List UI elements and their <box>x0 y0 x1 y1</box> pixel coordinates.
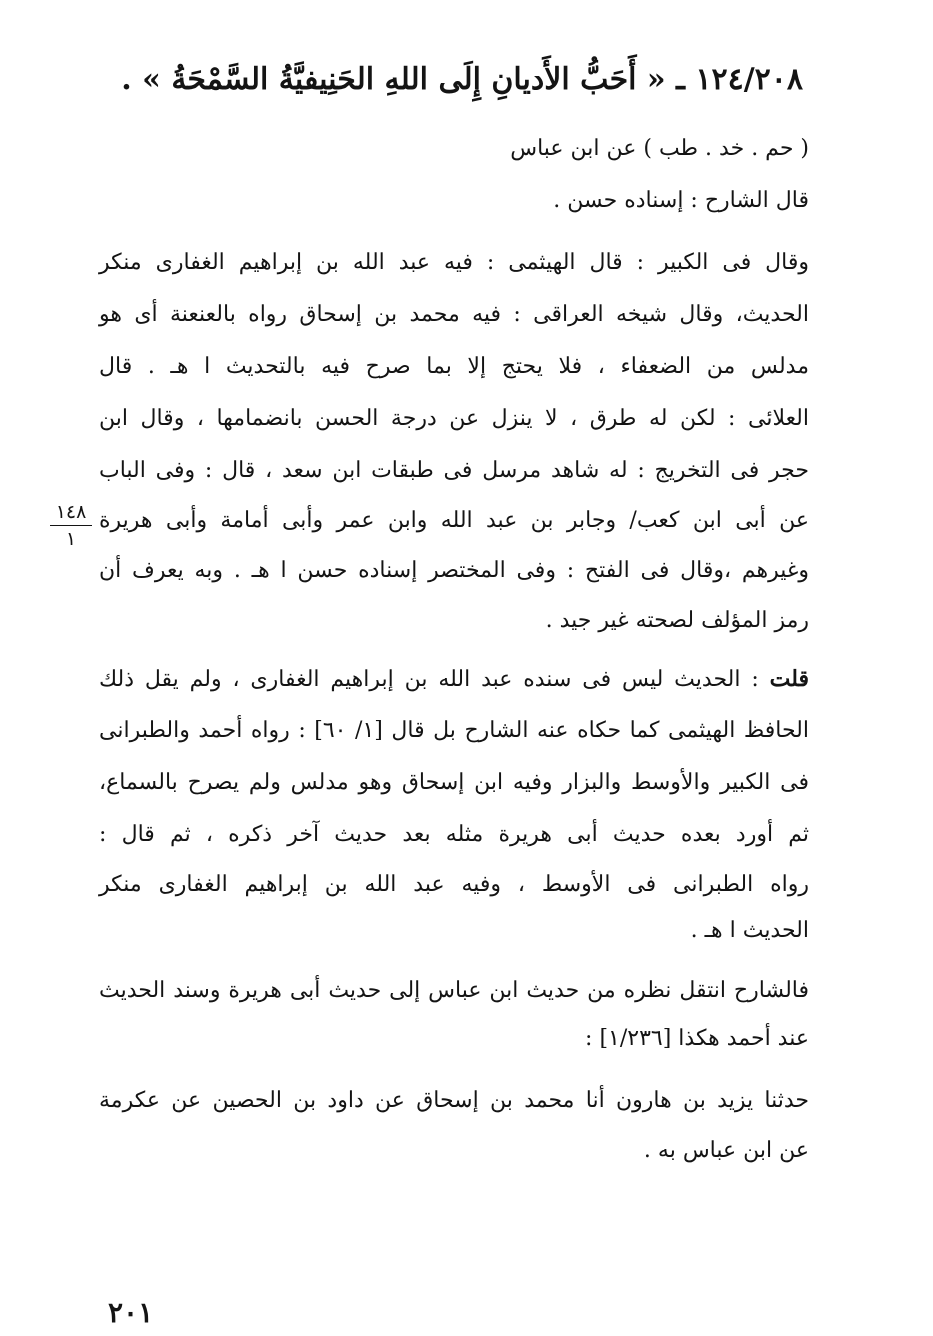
paragraph-2-line-4: العلائى : لكن له طرق ، لا ينزل عن درجة الحسن بانضمامها ، وقال ابن <box>99 406 809 431</box>
paragraph-5-line-2: عن ابن عباس به . <box>643 1138 809 1163</box>
paragraph-3-line-2: الحافظ الهيثمى كما حكاه عنه الشارح بل قال [١/ ٦٠] : رواه أحمد والطبرانى <box>99 718 809 743</box>
paragraph-1-line-1: قال الشارح : إسناده حسن . <box>553 188 809 213</box>
qultu-lead-word: قلت <box>769 666 809 692</box>
paragraph-3-line-3: فى الكبير والأوسط والبزار وفيه ابن إسحاق وهو مدلس ولم يصرح بالسماع، <box>99 770 809 795</box>
margin-reference-denominator: ١ <box>65 528 77 550</box>
paragraph-3-line-6: الحديث ا هـ . <box>690 918 809 943</box>
page-number: ٢٠١ <box>108 1296 154 1329</box>
paragraph-2-line-3: مدلس من الضعفاء ، فلا يحتج إلا بما صرح فيه بالتحديث ا هـ . قال <box>99 354 809 379</box>
margin-page-reference <box>50 500 92 551</box>
paragraph-4-line-2: عند أحمد هكذا [١/٢٣٦] : <box>585 1026 809 1051</box>
paragraph-4-line-1: فالشارح انتقل نظره من حديث ابن عباس إلى حديث أبى هريرة وسند الحديث <box>99 978 809 1003</box>
hadith-source-line: ( حم . خد . طب ) عن ابن عباس <box>510 136 809 161</box>
paragraph-2-line-8: رمز المؤلف لصحته غير جيد . <box>545 608 809 633</box>
paragraph-3-line-1-text: : الحديث ليس فى سنده عبد الله بن إبراهيم الغفارى ، ولم يقل ذلك <box>99 667 770 692</box>
paragraph-2-line-6: عن أبى ابن كعب/ وجابر بن عبد الله وابن عمر وأبى أمامة وأبى هريرة <box>99 508 809 533</box>
paragraph-2-line-7: وغيرهم ،وقال فى الفتح : وفى المختصر إسناده حسن ا هـ . وبه يعرف أن <box>99 558 809 583</box>
paragraph-2-line-5: حجر فى التخريج : له شاهد مرسل فى طبقات ابن سعد ، قال : وفى الباب <box>99 458 809 483</box>
paragraph-3-line-1 <box>99 664 809 694</box>
paragraph-3-line-5: رواه الطبرانى فى الأوسط ، وفيه عبد الله بن إبراهيم الغفارى منكر <box>99 872 809 897</box>
paragraph-3-line-4: ثم أورد بعده حديث أبى هريرة مثله بعد حديث آخر ذكره ، ثم قال : <box>99 822 809 847</box>
paragraph-2-line-2: الحديث، وقال شيخه العراقى : فيه محمد بن إسحاق رواه بالعنعنة أى هو <box>99 302 809 327</box>
paragraph-5-line-1: حدثنا يزيد بن هارون أنا محمد بن إسحاق عن داود بن الحصين عن عكرمة <box>99 1088 809 1113</box>
margin-reference-numerator: ١٤٨ <box>50 500 92 526</box>
hadith-heading: ١٢٤/٢٠٨ ـ « أَحَبُّ الأَديانِ إِلَى اللهِ الحَنِيفيَّةُ السَّمْحَةُ » . <box>121 62 803 97</box>
paragraph-2-line-1: وقال فى الكبير : قال الهيثمى : فيه عبد الله بن إبراهيم الغفارى منكر <box>99 250 809 275</box>
